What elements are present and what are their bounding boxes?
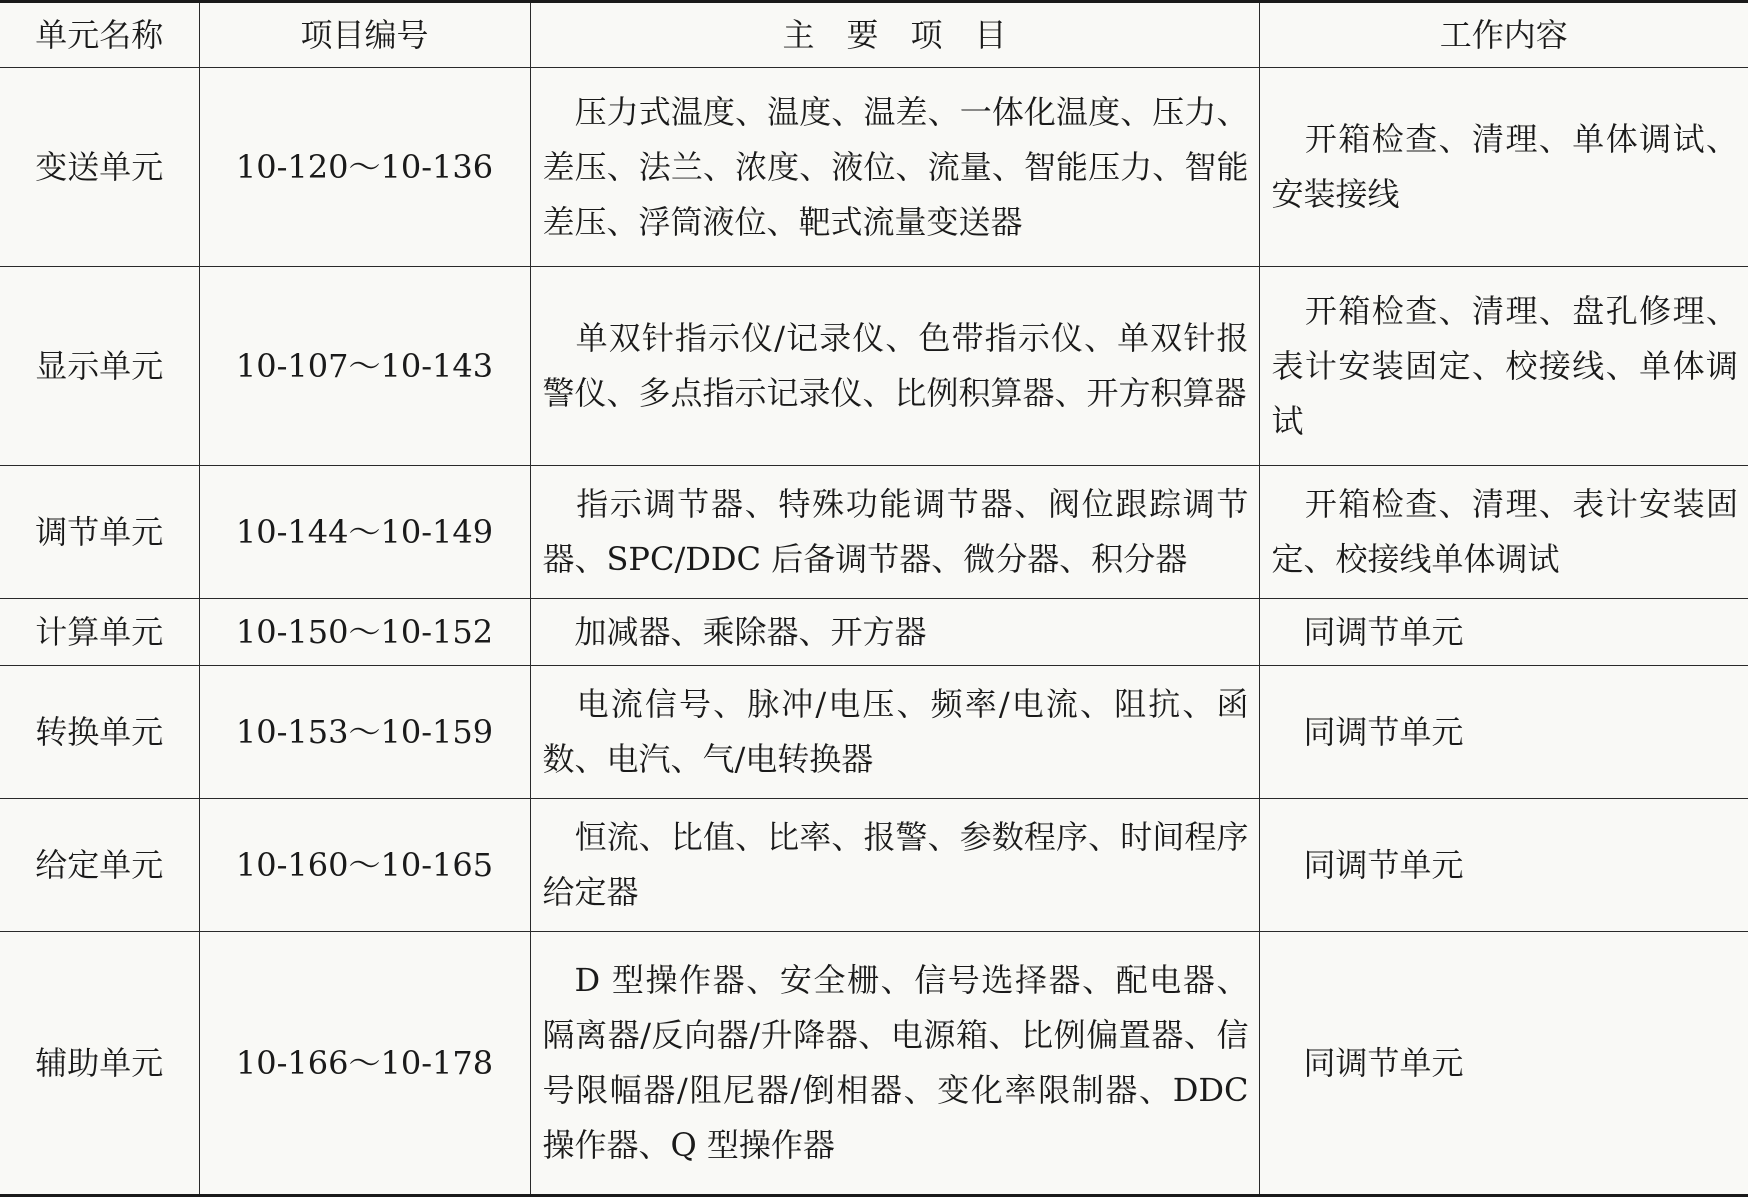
item-code-cell: 10-166～10-178 [199,932,530,1196]
item-code-cell: 10-150～10-152 [199,599,530,666]
work-content-cell [1259,466,1748,599]
item-code-cell: 10-120～10-136 [199,68,530,267]
table-row [0,599,1748,666]
work-content-cell [1259,68,1748,267]
item-code-cell: 10-153～10-159 [199,666,530,799]
main-items-text: 加减器、乘除器、开方器 [574,612,927,651]
main-items-text: 指示调节器、特殊功能调节器、阀位跟踪调节器、SPC/DDC 后备调节器、微分器、积分器 [542,485,1249,578]
work-content-text: 开箱检查、清理、单体调试、安装接线 [1271,120,1738,213]
main-items-text: D 型操作器、安全栅、信号选择器、配电器、隔离器/反向器/升降器、电源箱、比例偏置器、信号限幅器/阻尼器/倒相器、变化率限制器、DDC 操作器、Q 型操作器 [542,961,1249,1164]
table-row [0,466,1748,599]
work-content-text: 同调节单元 [1303,845,1464,884]
work-content-text: 开箱检查、清理、表计安装固定、校接线单体调试 [1271,485,1738,578]
work-content-cell [1259,599,1748,666]
work-content-cell [1259,799,1748,932]
item-code-cell: 10-107～10-143 [199,267,530,466]
unit-name-cell: 调节单元 [0,466,199,599]
item-code-cell: 10-144～10-149 [199,466,530,599]
work-content-cell [1259,932,1748,1196]
item-code-cell: 10-160～10-165 [199,799,530,932]
unit-name-cell: 转换单元 [0,666,199,799]
header-item-code: 项目编号 [199,2,530,68]
unit-name-cell: 给定单元 [0,799,199,932]
main-items-cell [530,666,1259,799]
work-content-text: 开箱检查、清理、盘孔修理、表计安装固定、校接线、单体调试 [1271,291,1738,440]
main-items-text: 电流信号、脉冲/电压、频率/电流、阻抗、函数、电汽、气/电转换器 [542,685,1249,778]
table-row [0,267,1748,466]
unit-name-cell: 显示单元 [0,267,199,466]
work-content-cell [1259,267,1748,466]
main-items-cell [530,799,1259,932]
header-main-items: 主 要 项 目 [530,2,1259,68]
table-row [0,932,1748,1196]
header-unit-name: 单元名称 [0,2,199,68]
work-content-cell [1259,666,1748,799]
main-items-cell [530,599,1259,666]
work-content-text: 同调节单元 [1303,1043,1464,1082]
main-items-cell [530,932,1259,1196]
main-items-text: 压力式温度、温度、温差、一体化温度、压力、差压、法兰、浓度、液位、流量、智能压力、智能差压、浮筒液位、靶式流量变送器 [542,92,1249,241]
main-items-text: 恒流、比值、比率、报警、参数程序、时间程序给定器 [542,818,1249,911]
main-items-cell [530,68,1259,267]
header-work-content: 工作内容 [1259,2,1748,68]
unit-name-cell: 变送单元 [0,68,199,267]
work-content-text: 同调节单元 [1303,712,1464,751]
main-items-text: 单双针指示仪/记录仪、色带指示仪、单双针报警仪、多点指示记录仪、比例积算器、开方积算器 [542,319,1249,412]
work-content-text: 同调节单元 [1303,612,1464,651]
unit-name-cell: 辅助单元 [0,932,199,1196]
main-items-cell [530,466,1259,599]
table-row [0,68,1748,267]
table-row [0,666,1748,799]
header-row [0,2,1748,68]
unit-name-cell: 计算单元 [0,599,199,666]
main-items-cell [530,267,1259,466]
table-row [0,799,1748,932]
